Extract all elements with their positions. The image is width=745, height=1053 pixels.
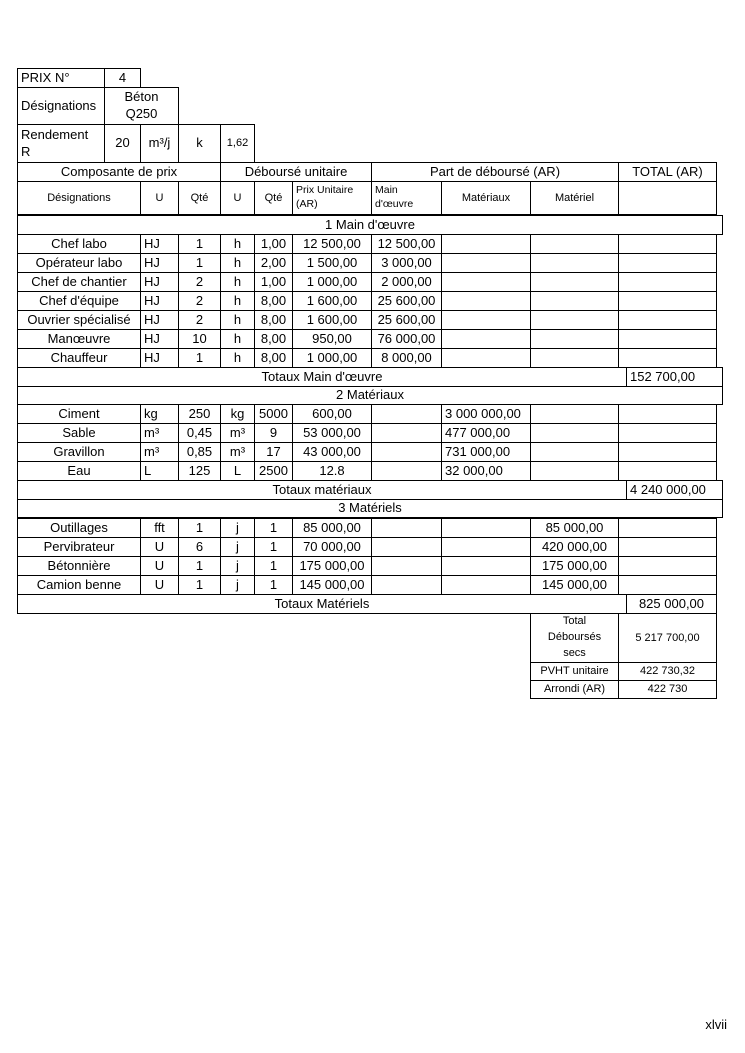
materiaux-pu-cell: 43 000,00 — [292, 442, 372, 462]
main-oeuvre-total-cell — [618, 310, 717, 330]
main-oeuvre-mat-cell — [441, 291, 531, 311]
materiels-qte-cell: 6 — [178, 537, 221, 557]
materiaux-qte2-cell: 9 — [254, 423, 293, 443]
main-oeuvre-u-cell: HJ — [140, 348, 179, 368]
main-oeuvre-pu-cell: 1 000,00 — [292, 348, 372, 368]
materiaux-total-cell — [618, 442, 717, 462]
main-oeuvre-mo-cell: 25 600,00 — [371, 310, 442, 330]
main-oeuvre-designation-cell: Chef de chantier — [17, 272, 141, 292]
materiels-mat-cell — [441, 537, 531, 557]
materiels-total-cell — [618, 518, 717, 538]
materiels-total-cell — [618, 575, 717, 595]
main-oeuvre-mo-cell: 76 000,00 — [371, 329, 442, 349]
main-oeuvre-pu-cell: 1 600,00 — [292, 291, 372, 311]
total-materiels-value: 825 000,00 — [626, 594, 717, 614]
materiels-u2-cell: j — [220, 518, 255, 538]
materiels-qte2-cell: 1 — [254, 556, 293, 576]
materiaux-u-cell: m³ — [140, 442, 179, 462]
materiels-qte2-cell: 1 — [254, 537, 293, 557]
total-main-oeuvre-label: Totaux Main d'œuvre — [17, 367, 627, 387]
main-oeuvre-pu-cell: 1 600,00 — [292, 310, 372, 330]
main-oeuvre-mtl-cell — [530, 348, 619, 368]
materiaux-u2-cell: m³ — [220, 442, 255, 462]
page-number: xlvii — [705, 1017, 727, 1032]
materiels-qte2-cell: 1 — [254, 575, 293, 595]
materiaux-total-cell — [618, 461, 717, 481]
materiels-mat-cell — [441, 518, 531, 538]
main-oeuvre-qte2-cell: 8,00 — [254, 310, 293, 330]
designations-label: Désignations — [17, 87, 105, 125]
main-oeuvre-pu-cell: 12 500,00 — [292, 234, 372, 254]
materiels-mo-cell — [371, 537, 442, 557]
materiels-pu-cell: 145 000,00 — [292, 575, 372, 595]
header-part-debourse: Part de déboursé (AR) — [371, 162, 619, 182]
materiaux-pu-cell: 53 000,00 — [292, 423, 372, 443]
main-oeuvre-u-cell: HJ — [140, 291, 179, 311]
main-oeuvre-mat-cell — [441, 272, 531, 292]
materiels-mo-cell — [371, 518, 442, 538]
rendement-line2: R — [21, 143, 31, 159]
total-debourses-value: 5 217 700,00 — [618, 613, 717, 663]
main-oeuvre-u2-cell: h — [220, 329, 255, 349]
main-oeuvre-u-cell: HJ — [140, 329, 179, 349]
main-oeuvre-qte-cell: 1 — [178, 234, 221, 254]
main-oeuvre-pu-cell: 1 500,00 — [292, 253, 372, 273]
header-debourse-unitaire: Déboursé unitaire — [220, 162, 372, 182]
materiaux-mat-cell: 731 000,00 — [441, 442, 531, 462]
section-title-main-oeuvre: 1 Main d'œuvre — [17, 215, 723, 235]
materiels-qte-cell: 1 — [178, 556, 221, 576]
main-oeuvre-qte2-cell: 8,00 — [254, 348, 293, 368]
materiels-u2-cell: j — [220, 575, 255, 595]
header-main-oeuvre-line2: d'œuvre — [375, 198, 414, 210]
main-oeuvre-pu-cell: 1 000,00 — [292, 272, 372, 292]
main-oeuvre-u2-cell: h — [220, 253, 255, 273]
materiels-designation-cell: Bétonnière — [17, 556, 141, 576]
main-oeuvre-u-cell: HJ — [140, 253, 179, 273]
main-oeuvre-mtl-cell — [530, 310, 619, 330]
header-materiel: Matériel — [530, 181, 619, 215]
main-oeuvre-designation-cell: Opérateur labo — [17, 253, 141, 273]
arrondi-value: 422 730 — [618, 680, 717, 699]
materiaux-u-cell: L — [140, 461, 179, 481]
main-oeuvre-qte2-cell: 8,00 — [254, 291, 293, 311]
materiaux-total-cell — [618, 423, 717, 443]
main-oeuvre-total-cell — [618, 348, 717, 368]
main-oeuvre-mat-cell — [441, 348, 531, 368]
main-oeuvre-qte-cell: 1 — [178, 253, 221, 273]
main-oeuvre-u2-cell: h — [220, 272, 255, 292]
materiels-mtl-cell: 420 000,00 — [530, 537, 619, 557]
k-value: 1,62 — [220, 124, 255, 163]
total-debourses-line3: secs — [563, 646, 586, 659]
main-oeuvre-u-cell: HJ — [140, 234, 179, 254]
materiaux-pu-cell: 600,00 — [292, 404, 372, 424]
prix-label: PRIX N° — [17, 68, 105, 88]
materiaux-mtl-cell — [530, 423, 619, 443]
materiels-mtl-cell: 175 000,00 — [530, 556, 619, 576]
main-oeuvre-total-cell — [618, 291, 717, 311]
materiels-mo-cell — [371, 575, 442, 595]
materiaux-pu-cell: 12.8 — [292, 461, 372, 481]
materiels-pu-cell: 175 000,00 — [292, 556, 372, 576]
main-oeuvre-total-cell — [618, 272, 717, 292]
materiels-u-cell: fft — [140, 518, 179, 538]
main-oeuvre-designation-cell: Chef labo — [17, 234, 141, 254]
header-total: TOTAL (AR) — [618, 162, 717, 182]
section-title-materiaux: 2 Matériaux — [17, 386, 723, 405]
main-oeuvre-mo-cell: 12 500,00 — [371, 234, 442, 254]
materiaux-mtl-cell — [530, 461, 619, 481]
materiels-pu-cell: 70 000,00 — [292, 537, 372, 557]
total-materiaux-label: Totaux matériaux — [17, 480, 627, 500]
materiaux-mo-cell — [371, 404, 442, 424]
header-prix-unitaire — [292, 181, 372, 215]
main-oeuvre-mtl-cell — [530, 291, 619, 311]
total-main-oeuvre-value: 152 700,00 — [626, 367, 723, 387]
main-oeuvre-u-cell: HJ — [140, 310, 179, 330]
materiaux-mat-cell: 32 000,00 — [441, 461, 531, 481]
main-oeuvre-total-cell — [618, 234, 717, 254]
header-main-oeuvre — [371, 181, 442, 215]
main-oeuvre-mtl-cell — [530, 272, 619, 292]
pvht-label: PVHT unitaire — [530, 662, 619, 681]
materiels-u-cell: U — [140, 537, 179, 557]
rendement-label — [17, 124, 105, 163]
materiaux-mat-cell: 477 000,00 — [441, 423, 531, 443]
main-oeuvre-designation-cell: Chef d'équipe — [17, 291, 141, 311]
materiaux-u-cell: m³ — [140, 423, 179, 443]
main-oeuvre-pu-cell: 950,00 — [292, 329, 372, 349]
main-oeuvre-qte-cell: 10 — [178, 329, 221, 349]
main-oeuvre-mat-cell — [441, 234, 531, 254]
main-oeuvre-designation-cell: Chauffeur — [17, 348, 141, 368]
main-oeuvre-mat-cell — [441, 310, 531, 330]
arrondi-label: Arrondi (AR) — [530, 680, 619, 699]
materiels-total-cell — [618, 556, 717, 576]
main-oeuvre-qte-cell: 2 — [178, 291, 221, 311]
materiaux-u2-cell: L — [220, 461, 255, 481]
materiaux-designation-cell: Sable — [17, 423, 141, 443]
materiaux-mo-cell — [371, 423, 442, 443]
designation-line2: Q250 — [125, 106, 158, 121]
total-debourses-line2: Déboursés — [547, 631, 602, 644]
materiels-qte2-cell: 1 — [254, 518, 293, 538]
designation-line1: Béton — [124, 89, 159, 105]
main-oeuvre-mtl-cell — [530, 234, 619, 254]
materiaux-qte2-cell: 5000 — [254, 404, 293, 424]
materiels-u2-cell: j — [220, 537, 255, 557]
materiels-u-cell: U — [140, 575, 179, 595]
materiels-designation-cell: Outillages — [17, 518, 141, 538]
header-qty: Qté — [178, 181, 221, 215]
materiaux-qte2-cell: 2500 — [254, 461, 293, 481]
k-label: k — [178, 124, 221, 163]
main-oeuvre-total-cell — [618, 253, 717, 273]
materiaux-u2-cell: m³ — [220, 423, 255, 443]
total-debourses-label — [530, 613, 619, 663]
materiels-mat-cell — [441, 556, 531, 576]
materiaux-qte-cell: 0,45 — [178, 423, 221, 443]
materiels-qte-cell: 1 — [178, 518, 221, 538]
materiaux-mtl-cell — [530, 442, 619, 462]
header-prix-unitaire-line1: Prix Unitaire — [296, 184, 354, 197]
materiaux-u2-cell: kg — [220, 404, 255, 424]
materiaux-designation-cell: Gravillon — [17, 442, 141, 462]
main-oeuvre-mtl-cell — [530, 253, 619, 273]
header-prix-unitaire-line2: (AR) — [296, 198, 318, 210]
rendement-unit: m³/j — [140, 124, 179, 163]
main-oeuvre-qte2-cell: 1,00 — [254, 272, 293, 292]
main-oeuvre-mat-cell — [441, 329, 531, 349]
main-oeuvre-qte-cell: 1 — [178, 348, 221, 368]
main-oeuvre-designation-cell: Ouvrier spécialisé — [17, 310, 141, 330]
materiaux-qte-cell: 0,85 — [178, 442, 221, 462]
section-title-materiels: 3 Matériels — [17, 499, 723, 518]
main-oeuvre-mtl-cell — [530, 329, 619, 349]
materiaux-mo-cell — [371, 461, 442, 481]
materiels-mtl-cell: 85 000,00 — [530, 518, 619, 538]
header-materiaux: Matériaux — [441, 181, 531, 215]
materiaux-designation-cell: Eau — [17, 461, 141, 481]
main-oeuvre-u2-cell: h — [220, 310, 255, 330]
main-oeuvre-mat-cell — [441, 253, 531, 273]
materiels-designation-cell: Pervibrateur — [17, 537, 141, 557]
total-materiels-label: Totaux Matériels — [17, 594, 627, 614]
main-oeuvre-mo-cell: 25 600,00 — [371, 291, 442, 311]
main-oeuvre-total-cell — [618, 329, 717, 349]
header-designations: Désignations — [17, 181, 141, 215]
main-oeuvre-mo-cell: 8 000,00 — [371, 348, 442, 368]
main-oeuvre-qte-cell: 2 — [178, 310, 221, 330]
header-unit-2: U — [220, 181, 255, 215]
materiaux-qte-cell: 250 — [178, 404, 221, 424]
materiaux-qte-cell: 125 — [178, 461, 221, 481]
materiels-u-cell: U — [140, 556, 179, 576]
materiaux-total-cell — [618, 404, 717, 424]
header-qty-2: Qté — [254, 181, 293, 215]
header-main-oeuvre-line1: Main — [375, 184, 398, 197]
pvht-value: 422 730,32 — [618, 662, 717, 681]
materiels-pu-cell: 85 000,00 — [292, 518, 372, 538]
materiaux-designation-cell: Ciment — [17, 404, 141, 424]
header-total-empty — [618, 181, 717, 215]
main-oeuvre-mo-cell: 3 000,00 — [371, 253, 442, 273]
main-oeuvre-u-cell: HJ — [140, 272, 179, 292]
prix-number: 4 — [104, 68, 141, 88]
materiels-u2-cell: j — [220, 556, 255, 576]
materiels-total-cell — [618, 537, 717, 557]
main-oeuvre-u2-cell: h — [220, 234, 255, 254]
materiaux-u-cell: kg — [140, 404, 179, 424]
materiaux-qte2-cell: 17 — [254, 442, 293, 462]
main-oeuvre-qte-cell: 2 — [178, 272, 221, 292]
header-unit: U — [140, 181, 179, 215]
materiels-mat-cell — [441, 575, 531, 595]
main-oeuvre-qte2-cell: 1,00 — [254, 234, 293, 254]
materiels-qte-cell: 1 — [178, 575, 221, 595]
materiels-mtl-cell: 145 000,00 — [530, 575, 619, 595]
header-composante: Composante de prix — [17, 162, 221, 182]
main-oeuvre-qte2-cell: 8,00 — [254, 329, 293, 349]
materiels-designation-cell: Camion benne — [17, 575, 141, 595]
total-debourses-line1: Total — [562, 615, 587, 628]
materiaux-mtl-cell — [530, 404, 619, 424]
materiaux-mo-cell — [371, 442, 442, 462]
main-oeuvre-u2-cell: h — [220, 291, 255, 311]
rendement-line1: Rendement — [21, 126, 89, 142]
materiels-mo-cell — [371, 556, 442, 576]
main-oeuvre-u2-cell: h — [220, 348, 255, 368]
main-oeuvre-designation-cell: Manœuvre — [17, 329, 141, 349]
total-materiaux-value: 4 240 000,00 — [626, 480, 723, 500]
materiaux-mat-cell: 3 000 000,00 — [441, 404, 531, 424]
main-oeuvre-qte2-cell: 2,00 — [254, 253, 293, 273]
rendement-value: 20 — [104, 124, 141, 163]
main-oeuvre-mo-cell: 2 000,00 — [371, 272, 442, 292]
designation-value — [104, 87, 179, 125]
